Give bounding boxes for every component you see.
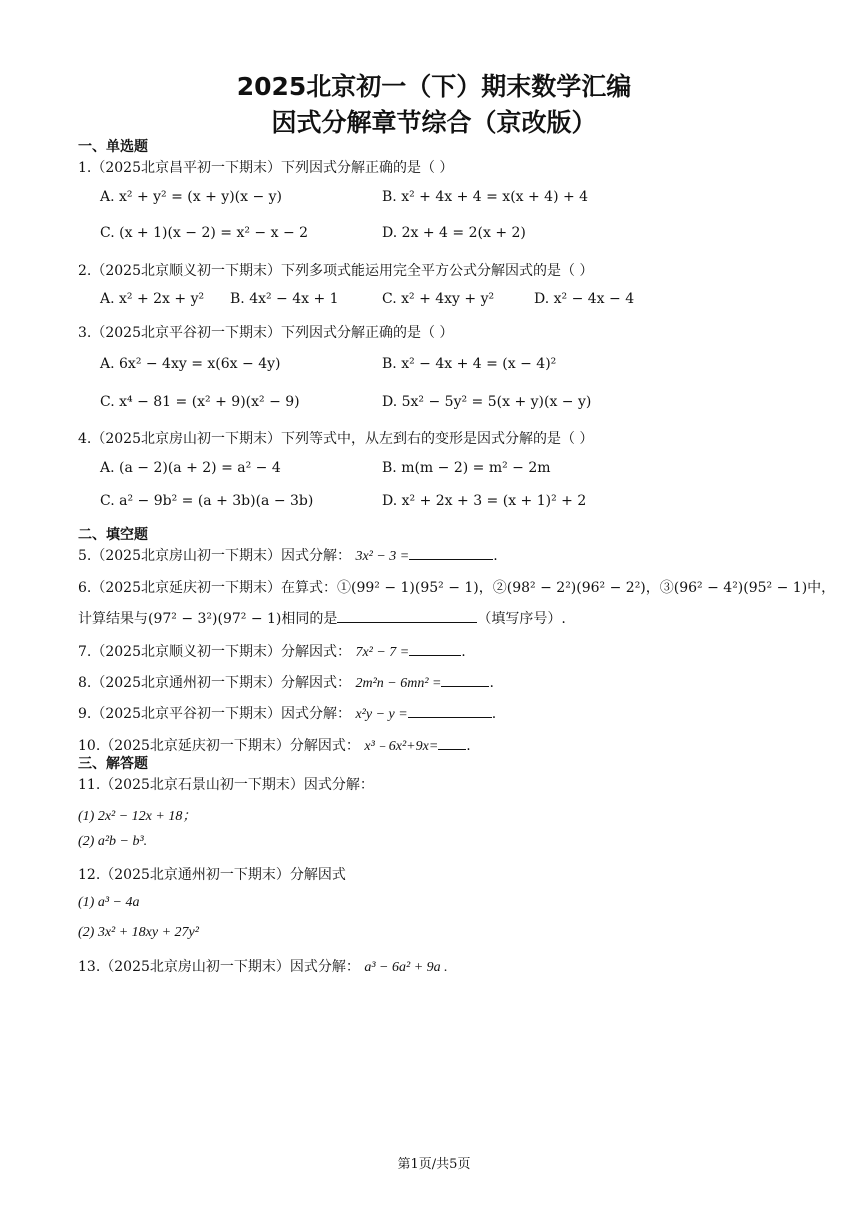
question-3-option-c: C. x⁴ − 81 = (x² + 9)(x² − 9) [100, 394, 300, 410]
question-11-part-1: (1) 2x² − 12x + 18； [78, 809, 197, 824]
question-5 [78, 545, 498, 565]
question-13 [78, 956, 448, 976]
question-12-part-1: (1) a³ − 4a [78, 895, 140, 910]
period: . [493, 548, 498, 564]
question-11-stem: 11.（2025北京石景山初一下期末）因式分解： [78, 777, 374, 793]
question-8 [78, 672, 494, 692]
section-heading-single-choice: 一、单选题 [78, 139, 148, 155]
section-heading-fill-in: 二、填空题 [78, 527, 148, 543]
answer-blank[interactable] [441, 672, 489, 687]
question-10-expression: x³﹣6x²+9x= [364, 739, 439, 754]
question-13-expression: a³ − 6a² + 9a . [364, 960, 448, 975]
answer-blank[interactable] [438, 735, 466, 750]
question-10-stem: 10.（2025北京延庆初一下期末）分解因式： [78, 738, 360, 754]
document-subtitle: 因式分解章节综合（京改版） [271, 108, 597, 137]
question-4-option-c: C. a² − 9b² = (a + 3b)(a − 3b) [100, 493, 314, 509]
question-5-stem: 5.（2025北京房山初一下期末）因式分解： [78, 548, 351, 564]
question-2-stem: 2.（2025北京顺义初一下期末）下列多项式能运用完全平方公式分解因式的是（ ） [78, 263, 594, 279]
period: . [461, 644, 466, 660]
answer-blank[interactable] [337, 608, 477, 623]
question-2-option-b: B. 4x² − 4x + 1 [230, 291, 339, 307]
question-9-stem: 9.（2025北京平谷初一下期末）因式分解： [78, 706, 351, 722]
question-4-option-b: B. m(m − 2) = m² − 2m [382, 460, 551, 476]
question-3-option-b: B. x² − 4x + 4 = (x − 4)² [382, 356, 557, 372]
question-2-option-c: C. x² + 4xy + y² [382, 291, 495, 307]
question-12-part-2: (2) 3x² + 18xy + 27y² [78, 925, 199, 940]
question-7-expression: 7x² − 7 = [355, 645, 410, 660]
question-8-stem: 8.（2025北京通州初一下期末）分解因式： [78, 675, 351, 691]
question-10 [78, 735, 471, 755]
answer-blank[interactable] [409, 641, 461, 656]
question-9 [78, 703, 496, 723]
question-4-option-d: D. x² + 2x + 3 = (x + 1)² + 2 [382, 493, 587, 509]
question-1-option-b: B. x² + 4x + 4 = x(x + 4) + 4 [382, 189, 589, 205]
period: . [489, 675, 494, 691]
question-4-stem: 4.（2025北京房山初一下期末）下列等式中，从左到右的变形是因式分解的是（ ） [78, 431, 594, 447]
question-1-option-c: C. (x + 1)(x − 2) = x² − x − 2 [100, 225, 309, 241]
question-6-hint: （填写序号）. [477, 611, 566, 627]
question-7 [78, 641, 466, 661]
answer-blank[interactable] [409, 545, 493, 560]
question-1-option-d: D. 2x + 4 = 2(x + 2) [382, 225, 526, 241]
period: . [491, 706, 497, 722]
question-5-expression: 3x² − 3 = [355, 549, 410, 564]
question-7-stem: 7.（2025北京顺义初一下期末）分解因式： [78, 644, 351, 660]
period: . [466, 738, 471, 754]
question-3-option-d: D. 5x² − 5y² = 5(x + y)(x − y) [382, 394, 592, 410]
question-12-stem: 12.（2025北京通州初一下期末）分解因式 [78, 867, 346, 883]
document-title: 2025北京初一（下）期末数学汇编 [236, 72, 632, 101]
question-2-option-a: A. x² + 2x + y² [100, 291, 205, 307]
question-1-option-a: A. x² + y² = (x + y)(x − y) [100, 189, 283, 205]
question-3-stem: 3.（2025北京平谷初一下期末）下列因式分解正确的是（ ） [78, 325, 454, 341]
section-heading-solutions: 三、解答题 [78, 756, 148, 772]
question-9-expression: x²y − y = [355, 707, 408, 722]
answer-blank[interactable] [408, 703, 492, 718]
question-6-line2 [78, 608, 566, 628]
page-number: 第1页/共5页 [397, 1157, 471, 1172]
question-4-option-a: A. (a − 2)(a + 2) = a² − 4 [100, 460, 281, 476]
question-8-expression: 2m²n − 6mn² = [355, 676, 442, 691]
question-6-text: 计算结果与(97² − 3²)(97² − 1)相同的是 [78, 611, 338, 627]
question-6-stem: 6.（2025北京延庆初一下期末）在算式：①(99² − 1)(95² − 1)，②(98² − 2²)(96² − 2²)，③(96² − 4²)(95² − 1)中， [78, 580, 836, 596]
question-3-option-a: A. 6x² − 4xy = x(6x − 4y) [100, 356, 281, 372]
question-1-stem: 1.（2025北京昌平初一下期末）下列因式分解正确的是（ ） [78, 160, 454, 176]
question-13-stem: 13.（2025北京房山初一下期末）因式分解： [78, 959, 360, 975]
question-11-part-2: (2) a²b − b³. [78, 834, 148, 849]
question-2-option-d: D. x² − 4x − 4 [534, 291, 635, 307]
